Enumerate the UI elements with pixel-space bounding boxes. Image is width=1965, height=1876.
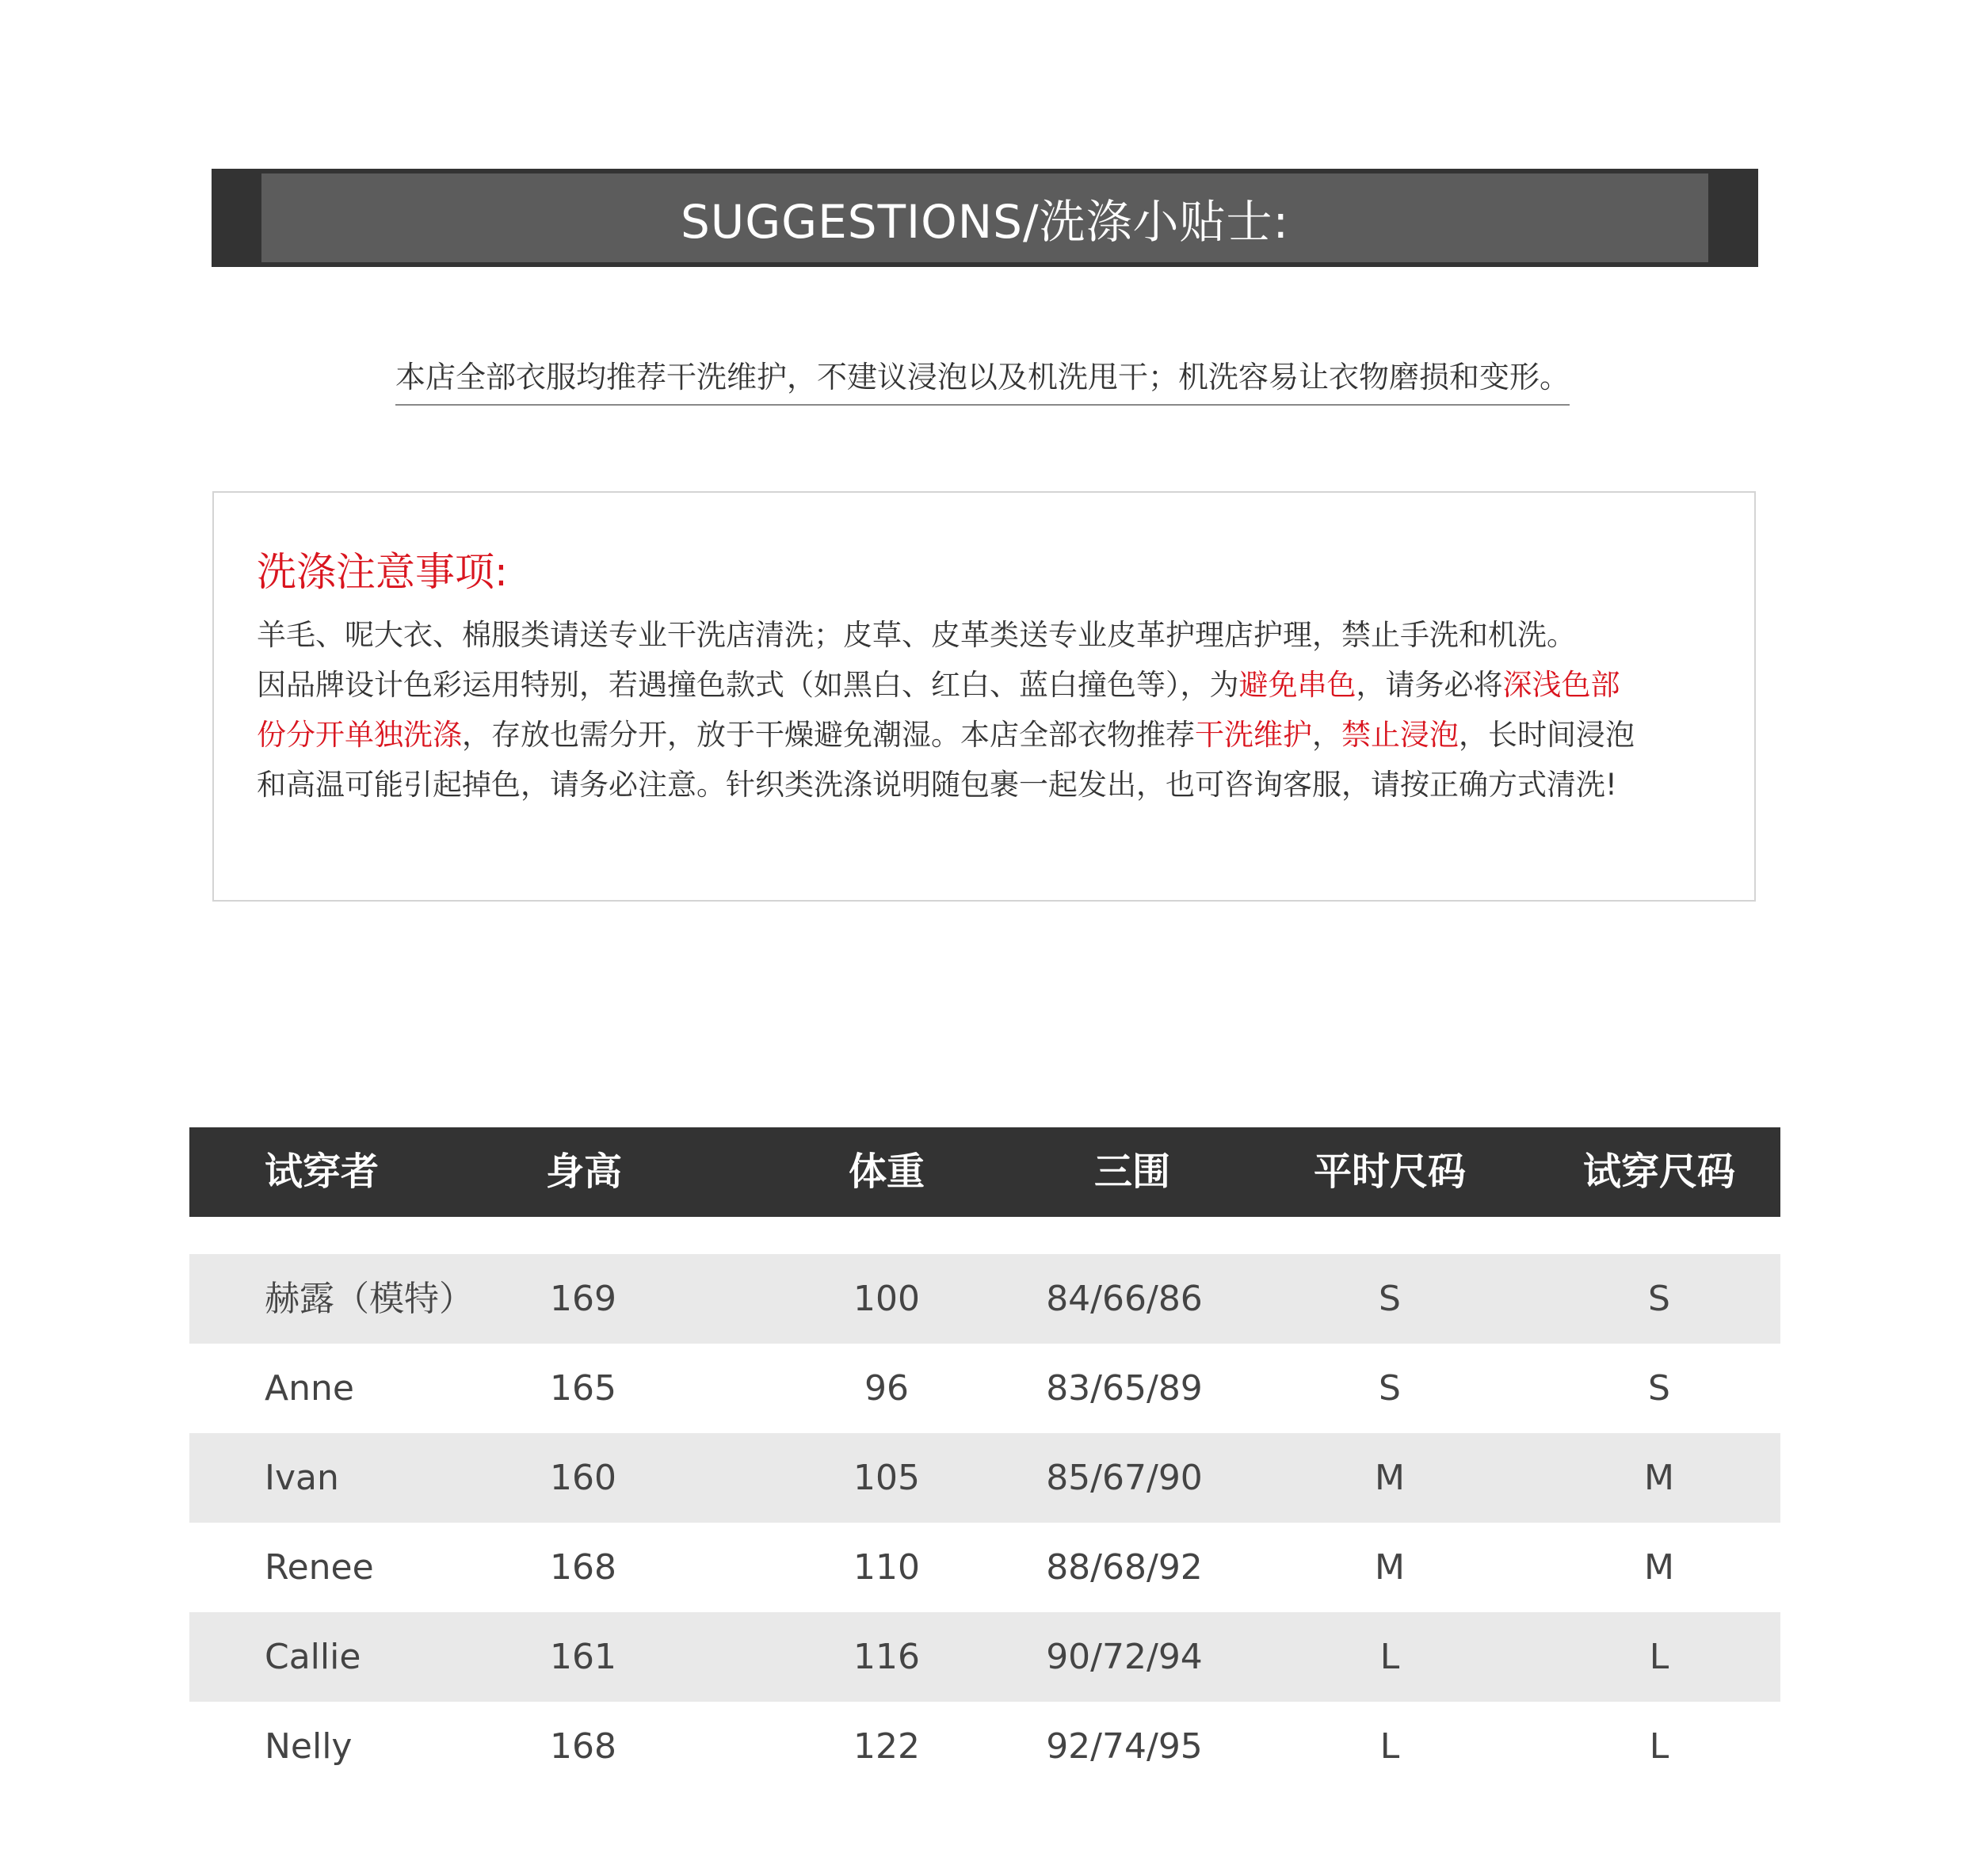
cell-height: 169	[550, 1279, 616, 1319]
notice-highlight: 深浅色部	[1502, 668, 1620, 702]
header-usual-size: 平时尺码	[1313, 1150, 1466, 1194]
table-row	[189, 1612, 1780, 1702]
notice-line-1	[257, 610, 1730, 660]
cell-weight: 105	[853, 1458, 920, 1498]
cell-measurements: 83/65/89	[1046, 1368, 1203, 1409]
table-row	[189, 1523, 1780, 1612]
notice-line-2	[257, 660, 1730, 710]
cell-tester: Nelly	[265, 1726, 353, 1767]
notice-highlight: 避免串色	[1238, 668, 1356, 702]
cell-tester: Anne	[265, 1368, 354, 1409]
notice-highlight: 份分开单独洗涤	[257, 718, 462, 752]
intro-section	[0, 353, 1965, 406]
cell-tried-size: S	[1648, 1279, 1670, 1319]
cell-tester: Ivan	[265, 1458, 339, 1498]
cell-tried-size: L	[1649, 1726, 1669, 1767]
notice-text: 和高温可能引起掉色，请务必注意。针织类洗涤说明随包裹一起发出，也可咨询客服，请按正确方式清洗!	[257, 768, 1617, 802]
suggestions-title-bar	[212, 169, 1758, 267]
notice-text: ，	[1312, 718, 1341, 752]
cell-usual-size: M	[1375, 1458, 1405, 1498]
cell-tester: Callie	[265, 1637, 361, 1677]
cell-usual-size: M	[1375, 1547, 1405, 1588]
table-row	[189, 1702, 1780, 1791]
cell-measurements: 84/66/86	[1046, 1279, 1203, 1319]
cell-measurements: 90/72/94	[1046, 1637, 1203, 1677]
cell-measurements: 85/67/90	[1046, 1458, 1203, 1498]
notice-heading: 洗涤注意事项:	[257, 549, 508, 595]
cell-tried-size: S	[1648, 1368, 1670, 1409]
notice-text: 因品牌设计色彩运用特别，若遇撞色款式（如黑白、红白、蓝白撞色等），为	[257, 668, 1239, 702]
cell-usual-size: L	[1379, 1637, 1400, 1677]
cell-tester: 赫露（模特）	[265, 1279, 474, 1319]
header-height: 身高	[546, 1150, 623, 1194]
notice-body	[257, 610, 1730, 810]
table-row	[189, 1433, 1780, 1523]
cell-height: 168	[550, 1547, 616, 1588]
notice-line-4	[257, 760, 1730, 810]
notice-text: 羊毛、呢大衣、棉服类请送专业干洗店清洗；皮草、皮革类送专业皮革护理店护理，禁止手洗和机洗。	[257, 618, 1576, 652]
title-bar-inner	[261, 173, 1708, 262]
table-body	[189, 1254, 1780, 1791]
header-tester: 试穿者	[265, 1150, 380, 1194]
notice-highlight: 禁止浸泡	[1341, 718, 1459, 752]
cell-measurements: 92/74/95	[1046, 1726, 1203, 1767]
cell-tester: Renee	[265, 1547, 374, 1588]
cell-tried-size: M	[1644, 1458, 1674, 1498]
table-row	[189, 1254, 1780, 1344]
cell-weight: 100	[853, 1279, 920, 1319]
page-title: SUGGESTIONS/洗涤小贴士:	[680, 195, 1290, 249]
table-row	[189, 1344, 1780, 1433]
cell-height: 161	[550, 1637, 616, 1677]
header-measurements: 三围	[1093, 1150, 1170, 1194]
table-header	[189, 1127, 1780, 1217]
notice-highlight: 干洗维护	[1195, 718, 1312, 752]
cell-measurements: 88/68/92	[1046, 1547, 1203, 1588]
cell-height: 165	[550, 1368, 616, 1409]
cell-tried-size: M	[1644, 1547, 1674, 1588]
notice-text: ，存放也需分开，放于干燥避免潮湿。本店全部衣物推荐	[462, 718, 1195, 752]
size-reference-table	[189, 1127, 1780, 1791]
cell-weight: 96	[864, 1368, 909, 1409]
cell-usual-size: L	[1379, 1726, 1400, 1767]
header-tried-size: 试穿尺码	[1582, 1150, 1735, 1194]
cell-usual-size: S	[1379, 1368, 1401, 1409]
notice-line-3	[257, 710, 1730, 760]
intro-text: 本店全部衣服均推荐干洗维护，不建议浸泡以及机洗甩干；机洗容易让衣物磨损和变形。	[395, 353, 1570, 406]
cell-weight: 110	[853, 1547, 920, 1588]
cell-usual-size: S	[1379, 1279, 1401, 1319]
cell-tried-size: L	[1649, 1637, 1669, 1677]
cell-height: 160	[550, 1458, 616, 1498]
cell-height: 168	[550, 1726, 616, 1767]
notice-text: ，长时间浸泡	[1459, 718, 1635, 752]
cell-weight: 116	[853, 1637, 920, 1677]
cell-weight: 122	[853, 1726, 920, 1767]
notice-text: ，请务必将	[1356, 668, 1503, 702]
washing-notice-box	[212, 491, 1756, 902]
header-weight: 体重	[848, 1150, 925, 1194]
